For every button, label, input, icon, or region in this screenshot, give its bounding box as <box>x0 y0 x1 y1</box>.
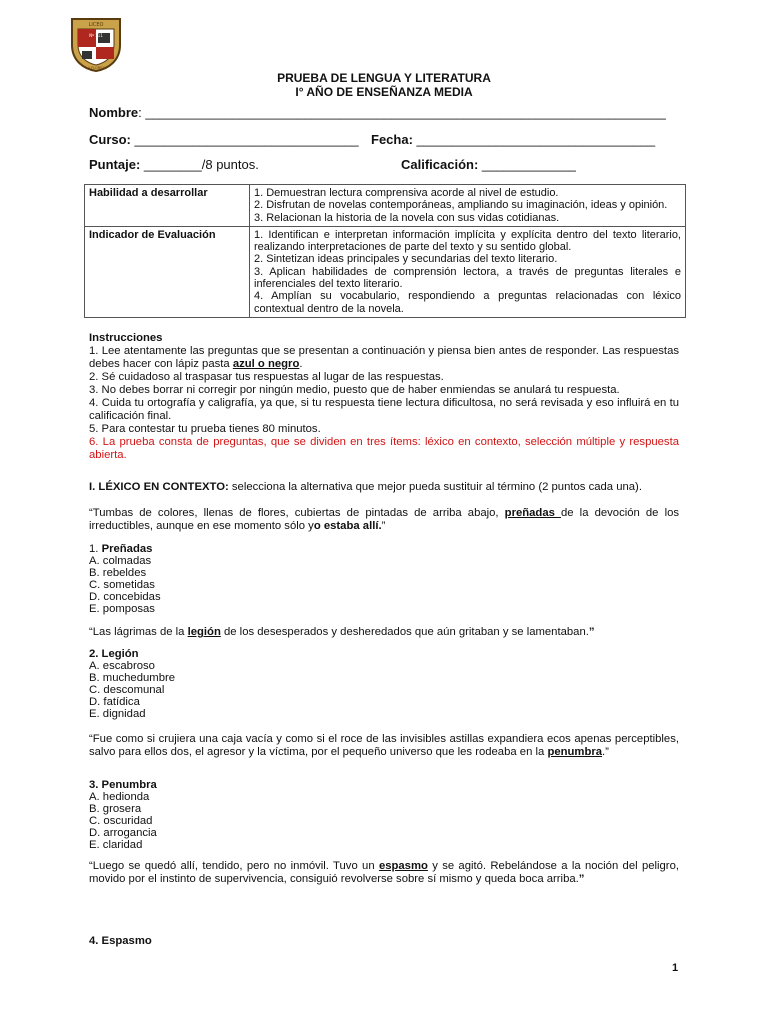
nombre-blank[interactable]: : ________________________________________________________________________ <box>138 105 666 120</box>
habilidad-header: Habilidad a desarrollar <box>85 185 250 227</box>
page-number: 1 <box>672 962 679 974</box>
exam-title: PRUEBA DE LENGUA Y LITERATURA <box>277 71 491 85</box>
indicador-header: Indicador de Evaluación <box>85 226 250 317</box>
q3-keyword: penumbra <box>547 746 603 758</box>
logo-bottom-text: LA FLORIDA <box>85 66 107 70</box>
instruction-1 <box>89 345 679 371</box>
q2-question <box>89 648 175 720</box>
instruction-2: 2. Sé cuidadoso al traspasar tus respuestas al lugar de las respuestas. <box>89 371 444 383</box>
curso-label: Curso: <box>89 132 131 147</box>
puntaje-blank[interactable]: ________/8 puntos. <box>140 157 259 172</box>
fecha-label: Fecha: <box>371 132 413 147</box>
q2-option-c[interactable]: C. descomunal <box>89 684 165 696</box>
instruction-4: 4. Cuida tu ortografía y caligrafía, ya que, si tu respuesta tiene lectura dificultosa, no será revisada y eso influirá en tu calificación final. <box>89 397 679 422</box>
q4-keyword: espasmo <box>378 860 428 872</box>
q3-option-b[interactable]: B. grosera <box>89 803 142 815</box>
calificacion-blank[interactable]: _____________ <box>478 157 576 172</box>
skills-table <box>84 184 686 318</box>
calificacion-label: Calificación: <box>401 157 479 172</box>
q2-option-b[interactable]: B. muchedumbre <box>89 672 176 684</box>
list-item: 1. Identifican e interpretan información implícita y explícita dentro del texto literario, realizando interpretaciones de parte del texto y su sentido global. <box>254 228 681 254</box>
q2-label: 2. Legión <box>89 648 139 660</box>
list-item: 3. Aplican habilidades de comprensión lectora, a través de preguntas literales e inferenciales del texto literario. <box>254 265 681 291</box>
q1-quote-end: ” <box>381 520 386 532</box>
instruction-1-emphasis: azul o negro <box>232 358 300 370</box>
q1-option-a[interactable]: A. colmadas <box>89 555 152 567</box>
instruction-5: 5. Para contestar tu prueba tienes 80 minutos. <box>89 423 321 435</box>
logo-top-text: LICEO <box>88 22 104 28</box>
table-row <box>85 185 686 227</box>
puntaje-field[interactable] <box>89 157 259 172</box>
q3-question <box>89 779 157 851</box>
curso-blank[interactable]: _______________________________ <box>130 132 359 147</box>
list-item: 1. Demuestran lectura comprensiva acorde al nivel de estudio. <box>254 187 559 199</box>
q1-label <box>89 543 161 555</box>
habilidad-cell <box>250 185 686 227</box>
fecha-field[interactable] <box>371 132 655 147</box>
q1-quote <box>89 507 679 533</box>
q1-quote-text-2: de la devoción de los irreductibles, aunque en ese momento sólo y <box>89 507 680 532</box>
q4-quote <box>89 860 679 886</box>
calificacion-field[interactable] <box>401 157 576 172</box>
q2-keyword: legión <box>187 626 221 638</box>
q2-option-a[interactable]: A. escabroso <box>89 660 155 672</box>
q1-option-c[interactable]: C. sometidas <box>89 579 155 591</box>
q4-quote-text-2: y se agitó. Rebelándose a la noción del peligro, movido por el instinto de supervivencia, consiguió revolverse sobre sí mismo y queda boca arriba. <box>89 860 679 885</box>
curso-field[interactable] <box>89 132 359 147</box>
nombre-label: Nombre <box>89 105 139 120</box>
q1-term: Preñadas <box>101 543 153 555</box>
section-title: I. LÉXICO EN CONTEXTO: <box>89 481 229 493</box>
q3-label: 3. Penumbra <box>89 779 157 791</box>
fecha-blank[interactable]: _________________________________ <box>412 132 656 147</box>
table-row <box>85 226 686 317</box>
nombre-field[interactable] <box>89 105 666 120</box>
q1-number: 1. <box>89 543 102 555</box>
q1-option-e[interactable]: E. pomposas <box>89 603 155 615</box>
q3-quote-text: “Fue como si crujiera una caja vacía y como si el roce de las invisibles astillas expandiera ecos apenas perceptibles, salvo para ellos dos, el agresor y la víctima, por el pequeño universo que les rodeaba en la <box>89 733 679 758</box>
q2-quote-text: “Las lágrimas de la <box>89 626 188 638</box>
instruction-6: 6. La prueba consta de preguntas, que se dividen en tres ítems: léxico en contexto, selección múltiple y respuesta abierta. <box>89 436 679 461</box>
instructions-block <box>89 332 679 462</box>
indicador-cell <box>250 226 686 317</box>
q1-keyword: preñadas <box>504 507 562 519</box>
puntaje-label: Puntaje: <box>89 157 141 172</box>
q2-quote-end: ” <box>588 626 595 638</box>
q2-quote <box>89 626 679 639</box>
q3-option-e[interactable]: E. claridad <box>89 839 143 851</box>
q4-label: 4. Espasmo <box>89 935 152 947</box>
section-heading <box>89 481 679 494</box>
q2-option-e[interactable]: E. dignidad <box>89 708 146 720</box>
instruction-1-text: 1. Lee atentamente las preguntas que se presentan a continuación y piensa bien antes de responder. Las respuestas debes hacer con lápiz pasta <box>89 345 679 370</box>
q4-quote-end: ” <box>578 873 585 885</box>
q1-option-d[interactable]: D. concebidas <box>89 591 161 603</box>
logo-number: Nº 111 <box>89 33 103 38</box>
list-item: 4. Amplían su vocabulario, respondiendo a preguntas relacionadas con léxico contextual dentro de la novela. <box>254 290 681 315</box>
q3-quote <box>89 733 679 759</box>
list-item: 2. Sintetizan ideas principales y secundarias del texto literario. <box>254 253 558 266</box>
list-item: 2. Disfrutan de novelas contemporáneas, ampliando su imaginación, ideas y opinión. <box>254 199 668 212</box>
school-crest-logo <box>68 15 124 73</box>
q3-option-c[interactable]: C. oscuridad <box>89 815 153 827</box>
instruction-3: 3. No debes borrar ni corregir por ningún medio, puesto que de haber enmiendas se anulará tu respuesta. <box>89 384 620 396</box>
q2-option-d[interactable]: D. fatídica <box>89 696 140 708</box>
exam-subtitle: I° AÑO DE ENSEÑANZA MEDIA <box>295 85 473 99</box>
q1-option-b[interactable]: B. rebeldes <box>89 567 147 579</box>
instruction-1-end: . <box>299 358 303 370</box>
q4-quote-text: “Luego se quedó allí, tendido, pero no inmóvil. Tuvo un <box>89 860 379 872</box>
q2-quote-text-2: de los desesperados y desheredados que aún gritaban y se lamentaban. <box>220 626 589 638</box>
q1-quote-text: “Tumbas de colores, llenas de flores, cubiertas de pintadas de arriba abajo, <box>89 507 505 519</box>
list-item: 3. Relacionan la historia de la novela con sus vidas cotidianas. <box>254 211 560 224</box>
q3-option-d[interactable]: D. arrogancia <box>89 827 157 839</box>
q3-option-a[interactable]: A. hedionda <box>89 791 150 803</box>
section-desc: selecciona la alternativa que mejor pueda sustituir al término (2 puntos cada una). <box>228 481 642 493</box>
q3-quote-end: .” <box>602 746 609 758</box>
instructions-title: Instrucciones <box>89 332 163 344</box>
q1-quote-bold: o estaba allí. <box>313 520 382 532</box>
q1-question <box>89 543 161 615</box>
